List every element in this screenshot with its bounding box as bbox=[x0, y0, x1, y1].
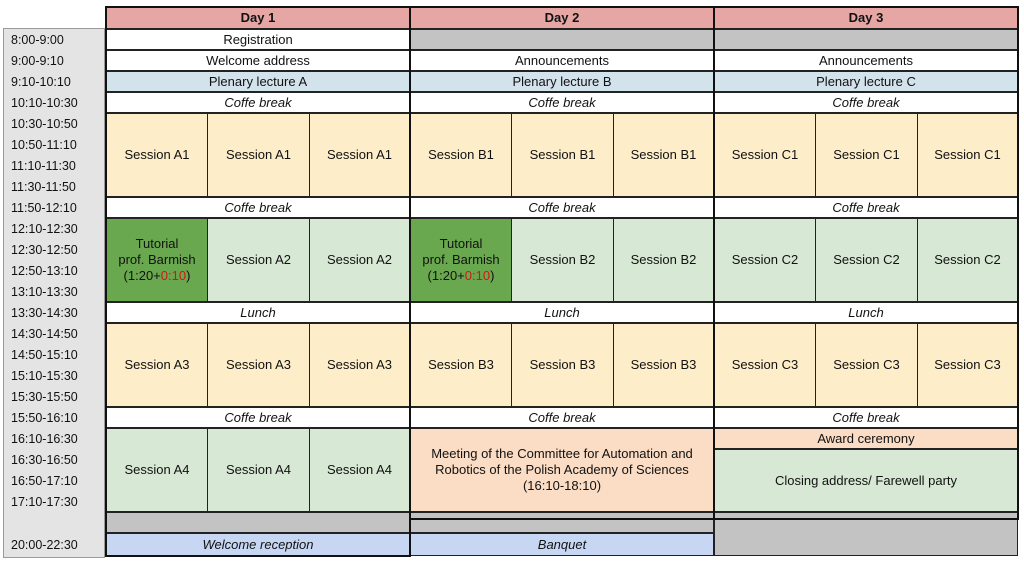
tutorial-duration bbox=[124, 268, 191, 284]
tutorial-duration-close: ) bbox=[490, 268, 495, 283]
session-cell: Session A3 bbox=[106, 323, 208, 407]
gap-cell bbox=[714, 512, 1018, 556]
tutorial-duration-base: (1:20+ bbox=[427, 268, 465, 283]
time-slot-label: 10:10-10:30 bbox=[11, 95, 78, 110]
committee-meeting-cell: Meeting of the Committee for Automation and Robotics of the Polish Academy of Sciences (16:10-18:10) bbox=[410, 428, 714, 512]
day-header: Day 1 bbox=[106, 7, 410, 29]
empty-slot-cell bbox=[714, 29, 1018, 50]
time-slot-label: 15:30-15:50 bbox=[11, 389, 78, 404]
lunch-cell: Lunch bbox=[106, 302, 410, 323]
time-slot-label: 15:10-15:30 bbox=[11, 368, 78, 383]
time-slot-label bbox=[4, 512, 104, 533]
session-cell: Session C3 bbox=[917, 323, 1018, 407]
time-slot-label: 9:10-10:10 bbox=[11, 74, 71, 89]
tutorial-duration bbox=[428, 268, 495, 284]
time-slot-label: 8:00-9:00 bbox=[11, 32, 64, 47]
time-slot-label: 12:50-13:10 bbox=[11, 263, 78, 278]
session-cell: Session B3 bbox=[613, 323, 714, 407]
coffee-break-cell: Coffe break bbox=[410, 92, 714, 113]
time-slot-label: 13:30-14:30 bbox=[11, 305, 78, 320]
session-cell: Session A4 bbox=[106, 428, 208, 512]
session-cell: Session A2 bbox=[309, 218, 410, 302]
session-cell: Session B1 bbox=[511, 113, 614, 197]
gap-cell bbox=[410, 512, 714, 533]
gap-cell bbox=[106, 512, 410, 533]
session-cell: Session B2 bbox=[613, 218, 714, 302]
time-slot-label: 10:50-11:10 bbox=[11, 137, 77, 152]
session-cell: Session A3 bbox=[207, 323, 310, 407]
session-cell: Session C1 bbox=[917, 113, 1018, 197]
coffee-break-cell: Coffe break bbox=[714, 407, 1018, 428]
tutorial-cell bbox=[410, 218, 512, 302]
session-cell: Session C2 bbox=[815, 218, 918, 302]
evening-event-cell: Banquet bbox=[410, 533, 714, 556]
time-slot-label: 11:50-12:10 bbox=[11, 200, 77, 215]
time-slot-label: 12:30-12:50 bbox=[11, 242, 78, 257]
session-cell: Session C1 bbox=[714, 113, 816, 197]
coffee-break-cell: Coffe break bbox=[106, 92, 410, 113]
time-slot-label: 17:10-17:30 bbox=[11, 494, 78, 509]
coffee-break-cell: Coffe break bbox=[410, 407, 714, 428]
plenary-lecture-cell: Plenary lecture C bbox=[714, 71, 1018, 92]
session-cell: Session C2 bbox=[917, 218, 1018, 302]
tutorial-duration-base: (1:20+ bbox=[123, 268, 161, 283]
tutorial-cell bbox=[106, 218, 208, 302]
coffee-break-cell: Coffe break bbox=[410, 197, 714, 218]
time-slot-label: 13:10-13:30 bbox=[11, 284, 78, 299]
time-slot-label: 12:10-12:30 bbox=[11, 221, 78, 236]
plenary-lecture-cell: Plenary lecture B bbox=[410, 71, 714, 92]
time-slot-label: 11:10-11:30 bbox=[11, 158, 76, 173]
session-cell: Session C1 bbox=[815, 113, 918, 197]
time-slot-label: 9:00-9:10 bbox=[11, 53, 64, 68]
session-cell: Session C2 bbox=[714, 218, 816, 302]
time-slot-label: 15:50-16:10 bbox=[11, 410, 78, 425]
coffee-break-cell: Coffe break bbox=[106, 407, 410, 428]
session-cell: Session B3 bbox=[410, 323, 512, 407]
coffee-break-cell: Coffe break bbox=[106, 197, 410, 218]
tutorial-speaker: prof. Barmish bbox=[118, 252, 196, 267]
session-cell: Session C3 bbox=[815, 323, 918, 407]
registration-cell: Registration bbox=[106, 29, 410, 50]
session-cell: Session A4 bbox=[207, 428, 310, 512]
session-cell: Session A3 bbox=[309, 323, 410, 407]
session-cell: Session B1 bbox=[613, 113, 714, 197]
time-slot-label: 10:30-10:50 bbox=[11, 116, 78, 131]
session-cell: Session A1 bbox=[207, 113, 310, 197]
session-cell: Session A4 bbox=[309, 428, 410, 512]
session-cell: Session B3 bbox=[511, 323, 614, 407]
announcements-cell: Announcements bbox=[410, 50, 714, 71]
time-slot-label: 11:30-11:50 bbox=[11, 179, 76, 194]
time-slot-label: 16:50-17:10 bbox=[11, 473, 78, 488]
coffee-break-cell: Coffe break bbox=[714, 197, 1018, 218]
lunch-cell: Lunch bbox=[714, 302, 1018, 323]
welcome-address-cell: Welcome address bbox=[106, 50, 410, 71]
plenary-lecture-cell: Plenary lecture A bbox=[106, 71, 410, 92]
announcements-cell: Announcements bbox=[714, 50, 1018, 71]
closing-address-cell: Closing address/ Farewell party bbox=[714, 449, 1018, 512]
tutorial-speaker: prof. Barmish bbox=[422, 252, 500, 267]
session-cell: Session B1 bbox=[410, 113, 512, 197]
tutorial-title: Tutorial bbox=[439, 236, 483, 251]
time-slot-label: 16:30-16:50 bbox=[11, 452, 78, 467]
tutorial-duration-close: ) bbox=[186, 268, 191, 283]
award-ceremony-cell: Award ceremony bbox=[714, 428, 1018, 449]
time-slot-label: 14:30-14:50 bbox=[11, 326, 78, 341]
session-cell: Session A1 bbox=[309, 113, 410, 197]
time-slot-label: 14:50-15:10 bbox=[11, 347, 78, 362]
tutorial-duration-extra: 0:10 bbox=[464, 268, 491, 283]
coffee-break-cell: Coffe break bbox=[714, 92, 1018, 113]
session-cell: Session A1 bbox=[106, 113, 208, 197]
evening-event-cell: Welcome reception bbox=[106, 533, 410, 556]
lunch-cell: Lunch bbox=[410, 302, 714, 323]
time-slot-label: 16:10-16:30 bbox=[11, 431, 78, 446]
session-cell: Session C3 bbox=[714, 323, 816, 407]
time-slot-label: 20:00-22:30 bbox=[11, 537, 78, 552]
session-cell: Session A2 bbox=[207, 218, 310, 302]
session-cell: Session B2 bbox=[511, 218, 614, 302]
tutorial-duration-extra: 0:10 bbox=[160, 268, 187, 283]
day-header: Day 3 bbox=[714, 7, 1018, 29]
tutorial-title: Tutorial bbox=[135, 236, 179, 251]
empty-slot-cell bbox=[410, 29, 714, 50]
day-header: Day 2 bbox=[410, 7, 714, 29]
